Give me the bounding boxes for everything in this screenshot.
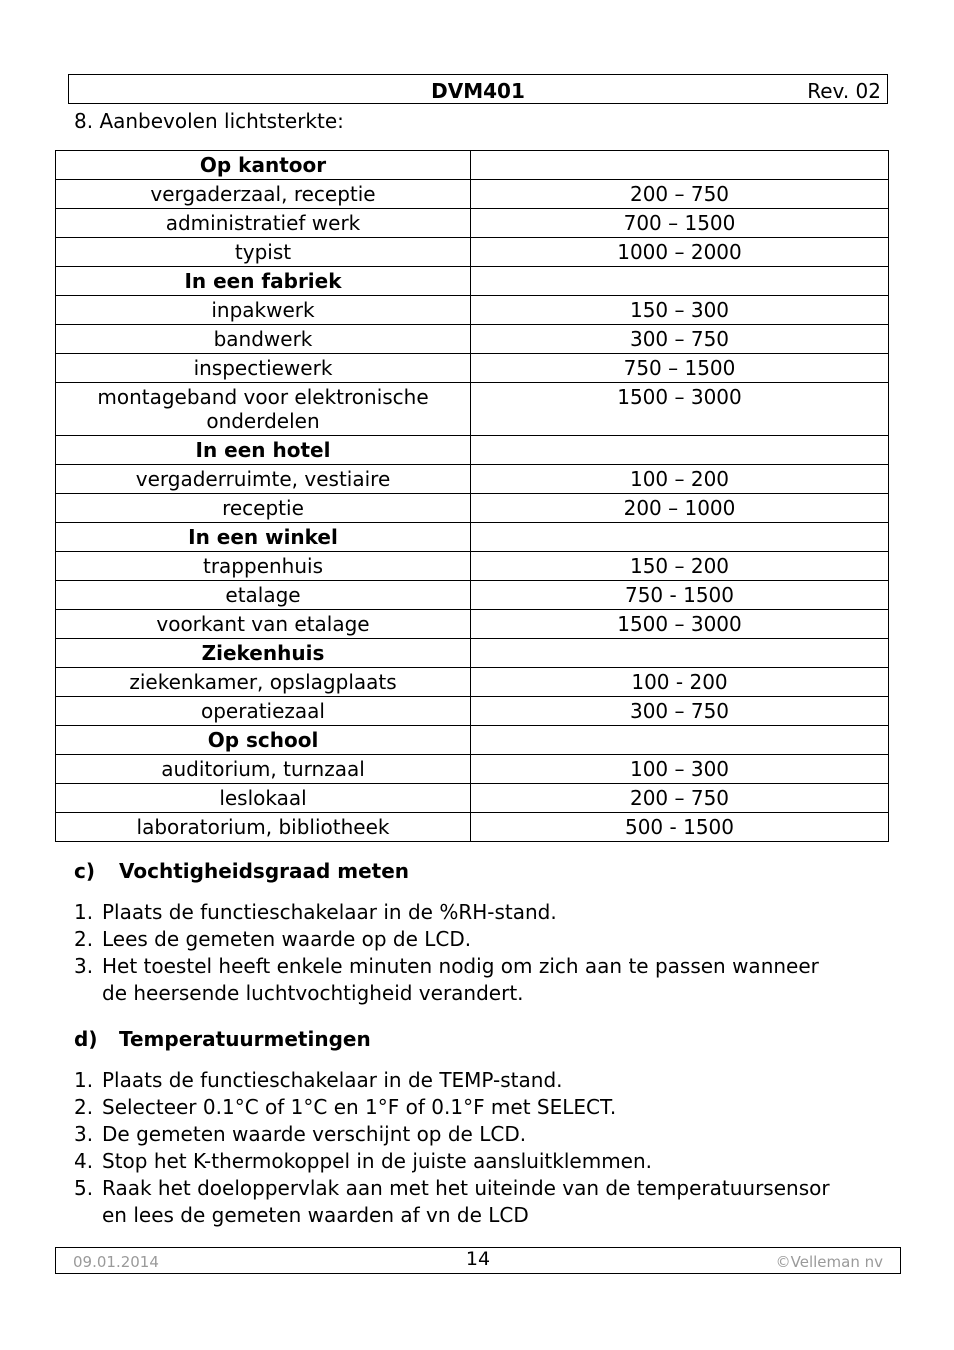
- table-category-row: [56, 523, 889, 552]
- lux-range: 700 – 1500: [471, 209, 889, 238]
- footer-date: 09.01.2014: [73, 1253, 159, 1271]
- table-row: [56, 296, 889, 325]
- lux-range: [471, 639, 889, 668]
- location-label: laboratorium, bibliotheek: [56, 813, 471, 842]
- lux-range: 150 – 300: [471, 296, 889, 325]
- category-label: Op kantoor: [56, 151, 471, 180]
- table-row: [56, 325, 889, 354]
- lux-range: [471, 267, 889, 296]
- location-label: etalage: [56, 581, 471, 610]
- step-text: Stop het K-thermokoppel in de juiste aansluitklemmen.: [102, 1149, 653, 1173]
- step-number: 1.: [74, 1068, 94, 1092]
- lux-range: 1000 – 2000: [471, 238, 889, 267]
- category-label: Ziekenhuis: [56, 639, 471, 668]
- step-number: 2.: [74, 1095, 94, 1119]
- step-number: 3.: [74, 954, 94, 978]
- step-text: Lees de gemeten waarde op de LCD.: [102, 927, 472, 951]
- table-row: [56, 813, 889, 842]
- location-label: voorkant van etalage: [56, 610, 471, 639]
- table-row: [56, 383, 889, 436]
- section-letter: c): [74, 859, 95, 883]
- illuminance-table-body: [56, 151, 889, 842]
- temperature-steps: [74, 1067, 834, 1229]
- location-label: bandwerk: [56, 325, 471, 354]
- lux-range: 300 – 750: [471, 697, 889, 726]
- location-label: typist: [56, 238, 471, 267]
- illuminance-table: [55, 150, 889, 842]
- location-label: operatiezaal: [56, 697, 471, 726]
- location-label: vergaderzaal, receptie: [56, 180, 471, 209]
- table-category-row: [56, 151, 889, 180]
- lux-range: [471, 523, 889, 552]
- lux-range: 100 – 300: [471, 755, 889, 784]
- section-temperature: [74, 1027, 834, 1229]
- lux-range: 100 – 200: [471, 465, 889, 494]
- section-letter: d): [74, 1027, 98, 1051]
- location-label: leslokaal: [56, 784, 471, 813]
- list-item: [74, 953, 834, 1007]
- page-number: 14: [465, 1248, 491, 1270]
- lux-range: 750 – 1500: [471, 354, 889, 383]
- section-title: [74, 859, 834, 883]
- table-row: [56, 209, 889, 238]
- location-label: inspectiewerk: [56, 354, 471, 383]
- table-category-row: [56, 726, 889, 755]
- step-number: 4.: [74, 1149, 94, 1173]
- table-row: [56, 180, 889, 209]
- category-label: In een winkel: [56, 523, 471, 552]
- table-row: [56, 610, 889, 639]
- table-row: [56, 581, 889, 610]
- location-label: montageband voor elektronische onderdelen: [56, 383, 471, 436]
- table-row: [56, 755, 889, 784]
- category-label: Op school: [56, 726, 471, 755]
- lux-range: 500 - 1500: [471, 813, 889, 842]
- lux-range: 200 – 1000: [471, 494, 889, 523]
- location-label: vergaderruimte, vestiaire: [56, 465, 471, 494]
- table-row: [56, 697, 889, 726]
- document-title: DVM401: [431, 79, 525, 103]
- category-label: In een hotel: [56, 436, 471, 465]
- lux-range: 1500 – 3000: [471, 610, 889, 639]
- list-item: [74, 1121, 834, 1148]
- location-label: trappenhuis: [56, 552, 471, 581]
- location-label: receptie: [56, 494, 471, 523]
- location-label: auditorium, turnzaal: [56, 755, 471, 784]
- step-text: Raak het doeloppervlak aan met het uiteinde van de temperatuursensor en lees de gemeten waarden af vn de LCD: [102, 1176, 830, 1227]
- step-number: 2.: [74, 927, 94, 951]
- lux-range: [471, 436, 889, 465]
- step-number: 5.: [74, 1176, 94, 1200]
- list-item: [74, 926, 834, 953]
- table-row: [56, 465, 889, 494]
- intro-heading: 8. Aanbevolen lichtsterkte:: [74, 109, 344, 133]
- lux-range: 1500 – 3000: [471, 383, 889, 436]
- step-text: Plaats de functieschakelaar in de TEMP-stand.: [102, 1068, 563, 1092]
- location-label: ziekenkamer, opslagplaats: [56, 668, 471, 697]
- section-title-text: Vochtigheidsgraad meten: [119, 859, 410, 883]
- footer-copyright: ©Velleman nv: [775, 1253, 883, 1271]
- page-header: [68, 74, 888, 104]
- step-number: 1.: [74, 900, 94, 924]
- step-text: Het toestel heeft enkele minuten nodig om zich aan te passen wanneer de heersende luchtvochtigheid verandert.: [102, 954, 819, 1005]
- list-item: [74, 1067, 834, 1094]
- revision-label: Rev. 02: [807, 79, 881, 103]
- section-humidity: [74, 859, 834, 1007]
- section-title-text: Temperatuurmetingen: [119, 1027, 371, 1051]
- table-row: [56, 552, 889, 581]
- table-row: [56, 784, 889, 813]
- step-text: Selecteer 0.1°C of 1°C en 1°F of 0.1°F met SELECT.: [102, 1095, 617, 1119]
- humidity-steps: [74, 899, 834, 1007]
- category-label: In een fabriek: [56, 267, 471, 296]
- location-label: administratief werk: [56, 209, 471, 238]
- table-row: [56, 354, 889, 383]
- lux-range: 100 - 200: [471, 668, 889, 697]
- lux-range: [471, 726, 889, 755]
- table-category-row: [56, 436, 889, 465]
- lux-range: 150 – 200: [471, 552, 889, 581]
- table-row: [56, 494, 889, 523]
- lux-range: 300 – 750: [471, 325, 889, 354]
- list-item: [74, 1148, 834, 1175]
- list-item: [74, 899, 834, 926]
- step-text: Plaats de functieschakelaar in de %RH-stand.: [102, 900, 557, 924]
- table-category-row: [56, 267, 889, 296]
- list-item: [74, 1175, 834, 1229]
- table-row: [56, 238, 889, 267]
- page-footer: [55, 1247, 901, 1274]
- lux-range: 200 – 750: [471, 784, 889, 813]
- step-text: De gemeten waarde verschijnt op de LCD.: [102, 1122, 527, 1146]
- table-category-row: [56, 639, 889, 668]
- section-title: [74, 1027, 834, 1051]
- table-row: [56, 668, 889, 697]
- location-label: inpakwerk: [56, 296, 471, 325]
- lux-range: [471, 151, 889, 180]
- lux-range: 200 – 750: [471, 180, 889, 209]
- lux-range: 750 - 1500: [471, 581, 889, 610]
- step-number: 3.: [74, 1122, 94, 1146]
- list-item: [74, 1094, 834, 1121]
